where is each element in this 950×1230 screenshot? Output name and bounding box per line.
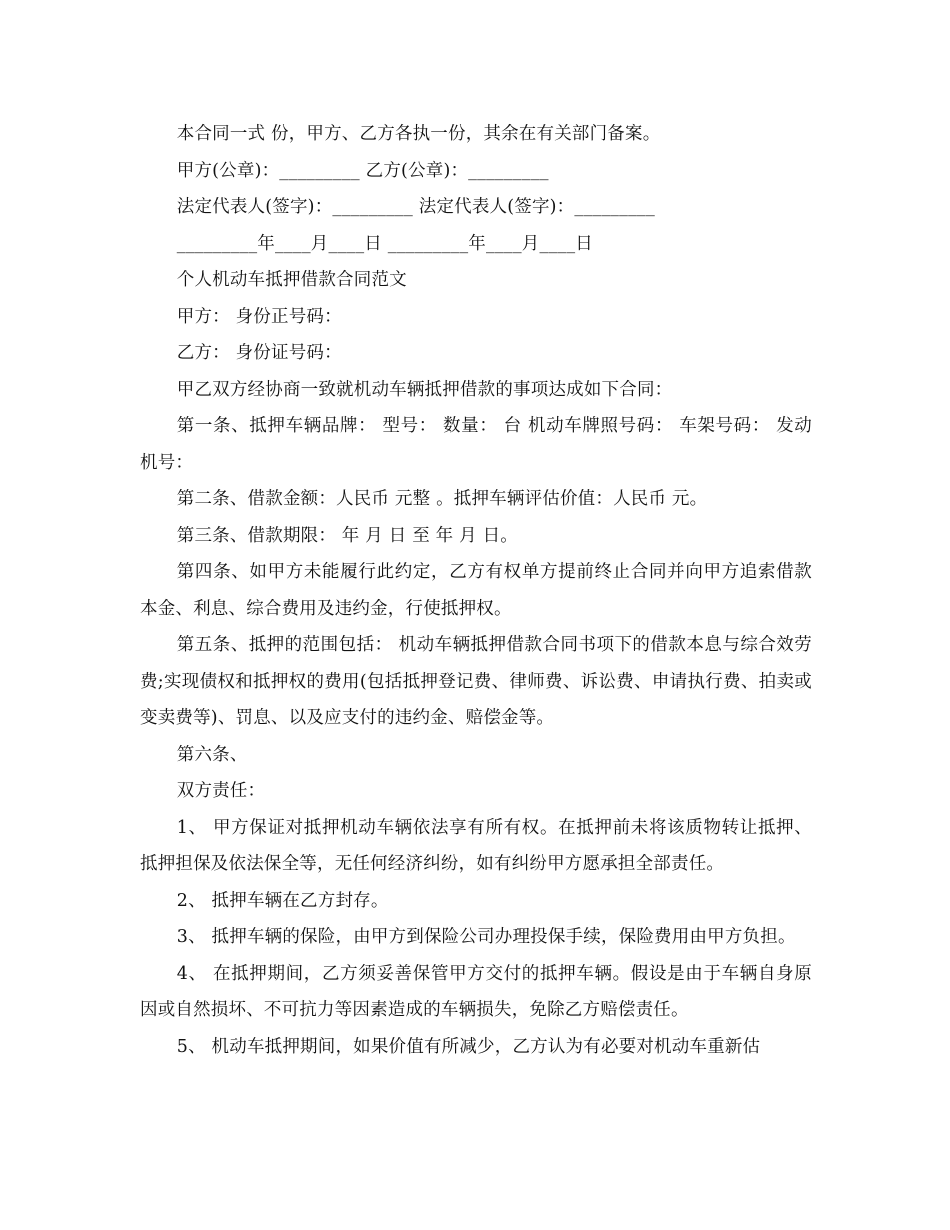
paragraph-article-2: 第二条、借款金额：人民币 元整 。抵押车辆评估价值：人民币 元。 bbox=[176, 489, 708, 509]
paragraph-article-1: 第一条、抵押车辆品牌： 型号： 数量： 台 机动车牌照号码： 车架号码： 发动机号： bbox=[140, 416, 812, 473]
paragraph-party-seals: 甲方(公章)：_________ 乙方(公章)：_________ bbox=[176, 160, 549, 181]
paragraph-agreement-intro: 甲乙双方经协商一致就机动车辆抵押借款的事项达成如下合同： bbox=[176, 379, 673, 400]
paragraph-responsibilities-heading: 双方责任： bbox=[176, 781, 266, 801]
document-title: 个人机动车抵押借款合同范文 bbox=[176, 270, 407, 290]
paragraph-item-1: 1、 甲方保证对抵押机动车辆依法享有所有权。在抵押前未将该质物转让抵押、抵押担保及依法保全等，无任何经济纠纷，如有纠纷甲方愿承担全部责任。 bbox=[140, 817, 812, 874]
document-body bbox=[140, 116, 812, 1065]
paragraph-item-4: 4、 在抵押期间，乙方须妥善保管甲方交付的抵押车辆。假设是由于车辆自身原因或自然损坏、不可抗力等因素造成的车辆损失，免除乙方赔偿责任。 bbox=[140, 963, 812, 1020]
paragraph-item-2: 2、 抵押车辆在乙方封存。 bbox=[176, 890, 389, 911]
paragraph-article-5: 第五条、抵押的范围包括： 机动车辆抵押借款合同书项下的借款本息与综合效劳费;实现债权和抵押权的费用(包括抵押登记费、律师费、诉讼费、申请执行费、拍卖或变卖费等)、罚息、以及应支付的违约金、赔偿金等。 bbox=[140, 635, 812, 728]
paragraph-item-5: 5、 机动车抵押期间，如果价值有所减少，乙方认为有必要对机动车重新估 bbox=[176, 1036, 761, 1057]
paragraph-party-b: 乙方： 身份证号码： bbox=[176, 343, 342, 363]
paragraph-article-4: 第四条、如甲方未能履行此约定，乙方有权单方提前终止合同并向甲方追索借款本金、利息、综合费用及违约金，行使抵押权。 bbox=[140, 562, 812, 619]
paragraph-legal-representatives: 法定代表人(签字)：_________ 法定代表人(签字)：_________ bbox=[176, 197, 655, 217]
paragraph-article-6: 第六条、 bbox=[176, 744, 248, 765]
paragraph-signing-dates: _________年____月____日 _________年____月____日 bbox=[176, 233, 594, 254]
paragraph-article-3: 第三条、借款期限： 年 月 日 至 年 月 日。 bbox=[176, 525, 518, 546]
paragraph-party-a: 甲方： 身份正号码： bbox=[176, 306, 342, 327]
paragraph-item-3: 3、 抵押车辆的保险，由甲方到保险公司办理投保手续，保险费用由甲方负担。 bbox=[176, 927, 796, 947]
paragraph-copies-note: 本合同一式 份，甲方、乙方各执一份，其余在有关部门备案。 bbox=[176, 124, 661, 144]
